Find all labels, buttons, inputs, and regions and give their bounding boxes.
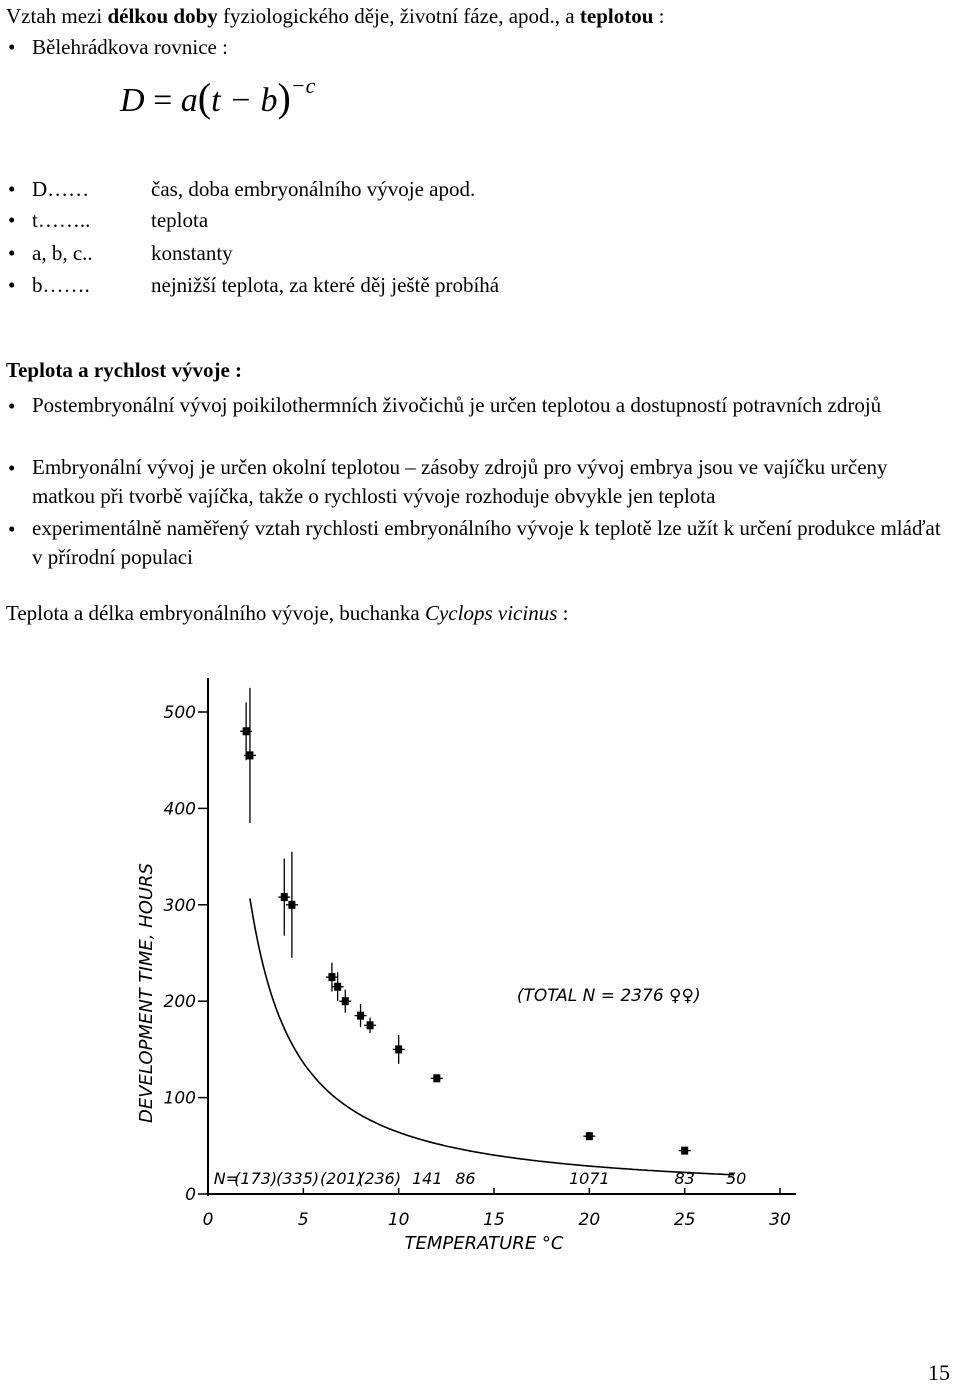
x-tick-label: 20	[578, 1210, 601, 1230]
equation-intro: Bělehrádkova rovnice :	[32, 35, 228, 59]
x-tick-label: 0	[202, 1210, 214, 1230]
x-tick-label: 10	[387, 1210, 410, 1230]
x-tick-label: 25	[673, 1210, 696, 1230]
heading: Vztah mezi délkou doby fyziologického děje, životní fáze, apod., a teplotou :	[6, 4, 665, 28]
y-tick-label: 100	[163, 1088, 196, 1109]
belehradek-formula: $D = a(t - b)^{-c}$	[120, 73, 316, 120]
bullet-marker: •	[8, 35, 16, 59]
n-value-label: (236)	[358, 1169, 402, 1188]
fitted-curve	[250, 899, 734, 1175]
y-tick-label: 500	[163, 703, 196, 723]
x-tick-label: 5	[297, 1210, 309, 1230]
n-value-label: (201)	[319, 1169, 363, 1188]
n-value-label: (335)	[276, 1169, 320, 1188]
chart-labels	[136, 703, 791, 1254]
definition-term: D……	[32, 177, 90, 201]
definition-term: t……..	[32, 208, 91, 232]
data-point	[281, 893, 288, 901]
y-tick-label: 400	[163, 799, 196, 820]
n-value-label: 50	[725, 1169, 747, 1188]
n-value-label: 141	[411, 1169, 443, 1188]
y-axis-label: DEVELOPMENT TIME, HOURS	[136, 863, 157, 1123]
chart-axes	[198, 678, 796, 1196]
data-point	[328, 973, 335, 981]
n-label: N=	[213, 1169, 240, 1188]
data-point	[288, 901, 295, 909]
n-value-label: 83	[674, 1169, 695, 1188]
definition-term: a, b, c..	[32, 241, 93, 265]
data-point	[433, 1074, 440, 1082]
data-point	[342, 997, 349, 1005]
fitted-curve-line	[250, 899, 734, 1175]
list-item: experimentálně naměřený vztah rychlosti embryonálního vývoje k teplotě lze užít k určení produkce mláďat v přírodní populaci	[32, 516, 941, 569]
x-tick-label: 30	[769, 1210, 791, 1230]
n-value-label: (173)	[234, 1169, 278, 1188]
definition-desc: konstanty	[151, 241, 233, 265]
n-value-label: 1071	[568, 1169, 610, 1188]
figure-caption: Teplota a délka embryonálního vývoje, buchanka Cyclops vicinus :	[6, 601, 569, 625]
x-tick-label: 15	[483, 1210, 505, 1230]
y-tick-label: 0	[185, 1185, 196, 1205]
list-item: Postembryonální vývoj poikilothermních živočichů je určen teplotou a dostupností potravních zdrojů	[32, 393, 882, 417]
list-item: Embryonální vývoj je určen okolní teplotou – zásoby zdrojů pro vývoj embrya jsou ve vajíčku určeny matkou při tvorbě vajíčka, takže o rychlosti vývoje rozhoduje obvykle jen teplota	[32, 455, 888, 508]
data-point	[243, 727, 250, 735]
data-point	[357, 1012, 364, 1020]
n-value-label: 86	[455, 1169, 476, 1188]
page-number: 15	[928, 1360, 950, 1385]
y-tick-label: 300	[163, 895, 196, 916]
definition-desc: teplota	[151, 208, 209, 232]
definition-desc: čas, doba embryonálního vývoje apod.	[151, 177, 476, 201]
y-tick-label: 200	[163, 992, 196, 1013]
data-point	[681, 1147, 688, 1155]
definition-term: b…….	[32, 273, 90, 297]
data-point	[334, 983, 341, 991]
section-title: Teplota a rychlost vývoje :	[6, 358, 243, 382]
data-point	[367, 1021, 374, 1029]
total-n-annotation: (TOTAL N = 2376 ♀♀)	[516, 986, 701, 1007]
data-point	[395, 1045, 402, 1053]
x-axis-label: TEMPERATURE °C	[404, 1233, 564, 1254]
data-point	[586, 1132, 593, 1140]
definition-desc: nejnižší teplota, za které děj ještě probíhá	[151, 273, 500, 297]
data-point	[246, 751, 253, 759]
development-time-chart	[0, 660, 960, 1360]
data-points	[240, 688, 691, 1155]
